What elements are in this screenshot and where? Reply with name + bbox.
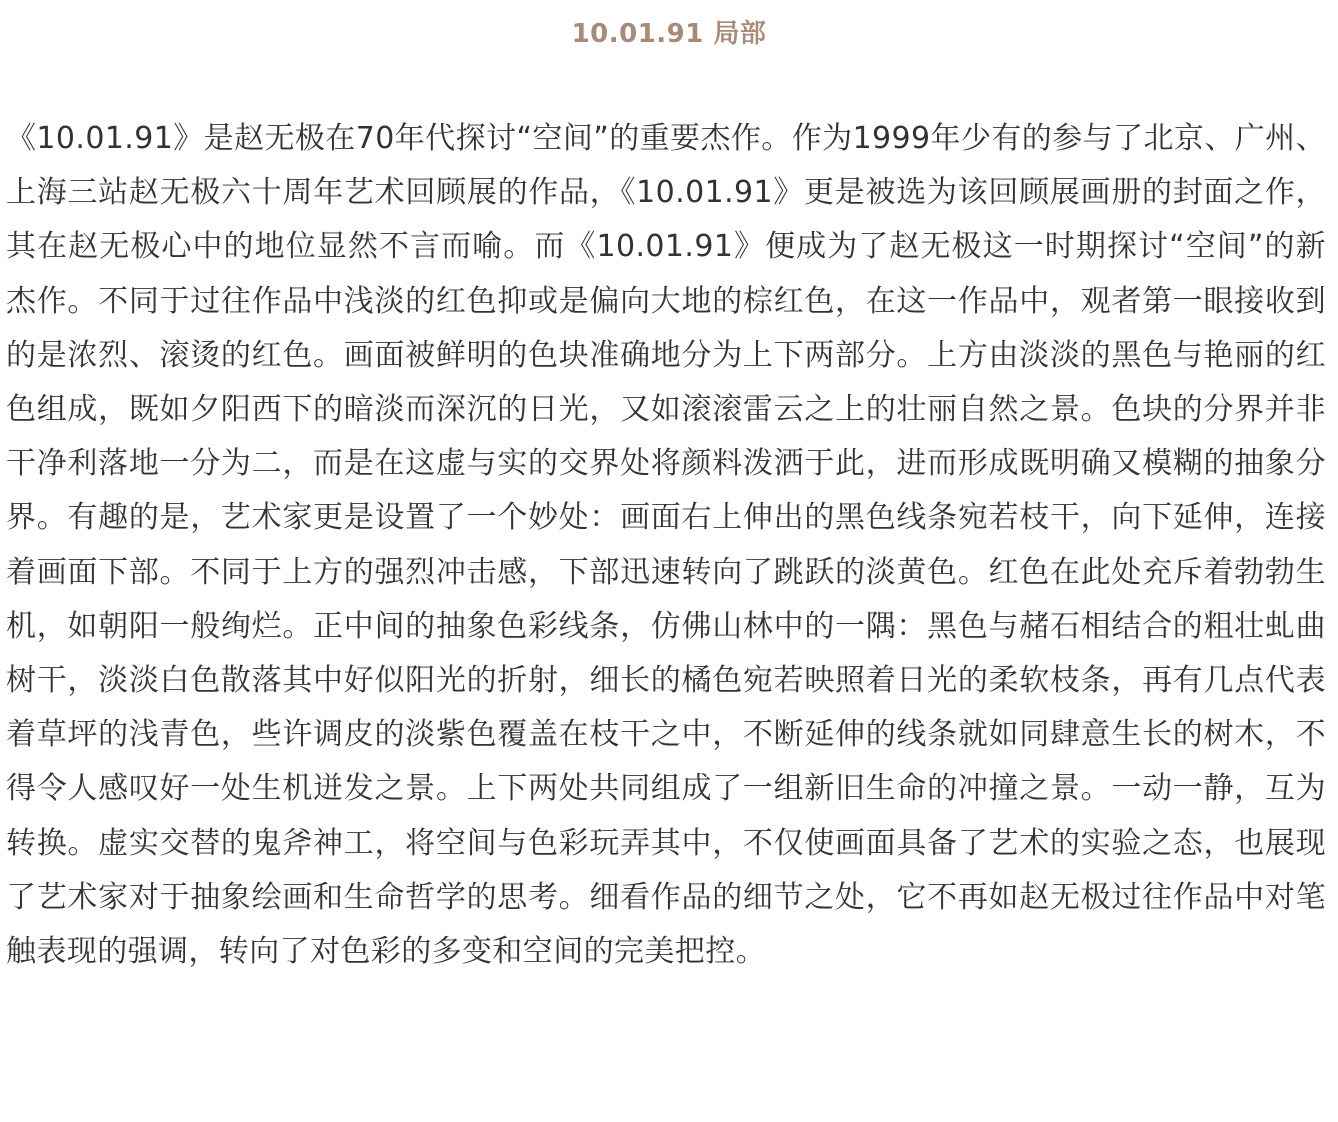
image-caption: 10.01.91 局部 bbox=[571, 19, 767, 49]
article-paragraph: 《10.01.91》是赵无极在70年代探讨“空间”的重要杰作。作为1999年少有的参与了北京、广州、上海三站赵无极六十周年艺术回顾展的作品，《10.01.91》更是被选为该回顾展画册的封面之作，其在赵无极心中的地位显然不言而喻。而《10.01.91》便成为了赵无极这一时期探讨“空间”的新杰作。不同于过往作品中浅淡的红色抑或是偏向大地的棕红色，在这一作品中，观者第一眼接收到的是浓烈、滚烫的红色。画面被鲜明的色块准确地分为上下两部分。上方由淡淡的黑色与艳丽的红色组成，既如夕阳西下的暗淡而深沉的日光，又如滚滚雷云之上的壮丽自然之景。色块的分界并非干净利落地一分为二，而是在这虚与实的交界处将颜料泼洒于此，进而形成既明确又模糊的抽象分界。有趣的是，艺术家更是设置了一个妙处：画面右上伸出的黑色线条宛若枝干，向下延伸，连接着画面下部。不同于上方的强烈冲击感，下部迅速转向了跳跃的淡黄色。红色在此处充斥着勃勃生机，如朝阳一般绚烂。正中间的抽象色彩线条，仿佛山林中的一隅：黑色与赭石相结合的粗壮虬曲树干，淡淡白色散落其中好似阳光的折射，细长的橘色宛若映照着日光的柔软枝条，再有几点代表着草坪的浅青色，些许调皮的淡紫色覆盖在枝干之中，不断延伸的线条就如同肆意生长的树木，不得令人感叹好一处生机迸发之景。上下两处共同组成了一组新旧生命的冲撞之景。一动一静，互为转换。虚实交替的鬼斧神工，将空间与色彩玩弄其中，不仅使画面具备了艺术的实验之态，也展现了艺术家对于抽象绘画和生命哲学的思考。细看作品的细节之处，它不再如赵无极过往作品中对笔触表现的强调，转向了对色彩的多变和空间的完美把控。 bbox=[6, 121, 1326, 970]
